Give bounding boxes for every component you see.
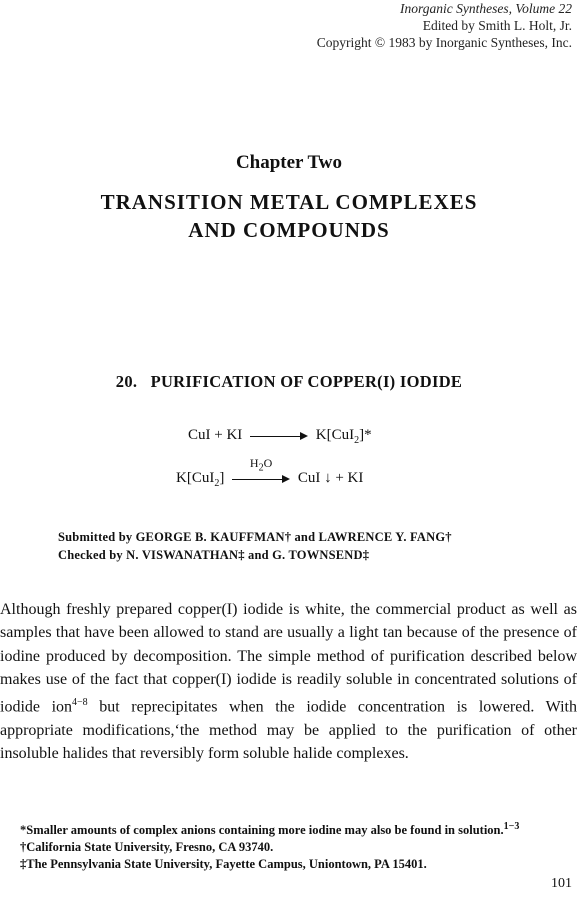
chapter-title-line2: AND COMPOUNDS [188,218,390,242]
section-title: 20. PURIFICATION OF COPPER(I) IODIDE [115,372,463,391]
checked-by: Checked by N. VISWANATHAN‡ and G. TOWNSEND‡ [58,548,370,562]
chapter-title-line1: TRANSITION METAL COMPLEXES [100,190,478,214]
reaction-arrow-icon [232,474,290,484]
credits [58,528,452,564]
footnote-2: †California State University, Fresno, CA 93740. [20,840,274,855]
eq2-reactant: K[CuI$_2$] [176,470,225,489]
paragraph-1: Although freshly prepared copper(I) iodide is white, the commercial product as well as samples that have been allowed to stand are usually a light tan because of the presence of iodine produced by decomposition. The simple method of purification described below makes use of the fact that copper(I) iodide is readily soluble in concentrated solutions of iodide ion$^{4-8}$ but reprecipitates when the iodide concentration is lowered. With appropriate modifications,‘the method may be applied to the purification of other insoluble halides that reversibly form soluble halide complexes. [0,601,577,763]
eq2-condition: $H_2O$ [249,456,273,474]
chapter-title [0,188,578,244]
eq1-product: K[CuI$_2$]* [315,427,372,446]
footnotes [0,818,577,873]
footnote-3: ‡The Pennsylvania State University, Fayette Campus, Uniontown, PA 15401. [20,857,427,872]
reaction-arrow-icon [250,431,308,441]
equation-2 [176,456,364,489]
eq2-products: CuI ↓ + KI [297,470,364,486]
eq2-arrow-group [228,456,294,487]
footnote-1: *Smaller amounts of complex anions containing more iodine may also be found in solution.$^{1-3}$ [20,821,520,838]
body-paragraph [0,598,577,765]
volume-title: Inorganic Syntheses, Volume 22 [400,1,572,16]
copyright-line: Copyright © 1983 by Inorganic Syntheses, Inc. [316,35,572,50]
eq1-reactants: CuI + KI [188,427,243,443]
submitted-by: Submitted by GEORGE B. KAUFFMAN† and LAWRENCE Y. FANG† [58,530,452,544]
copyright-header [317,0,572,51]
page-number: 101 [551,876,572,891]
equation-1 [188,427,372,446]
editor-line: Edited by Smith L. Holt, Jr. [422,18,572,33]
chapter-label: Chapter Two [235,152,343,173]
